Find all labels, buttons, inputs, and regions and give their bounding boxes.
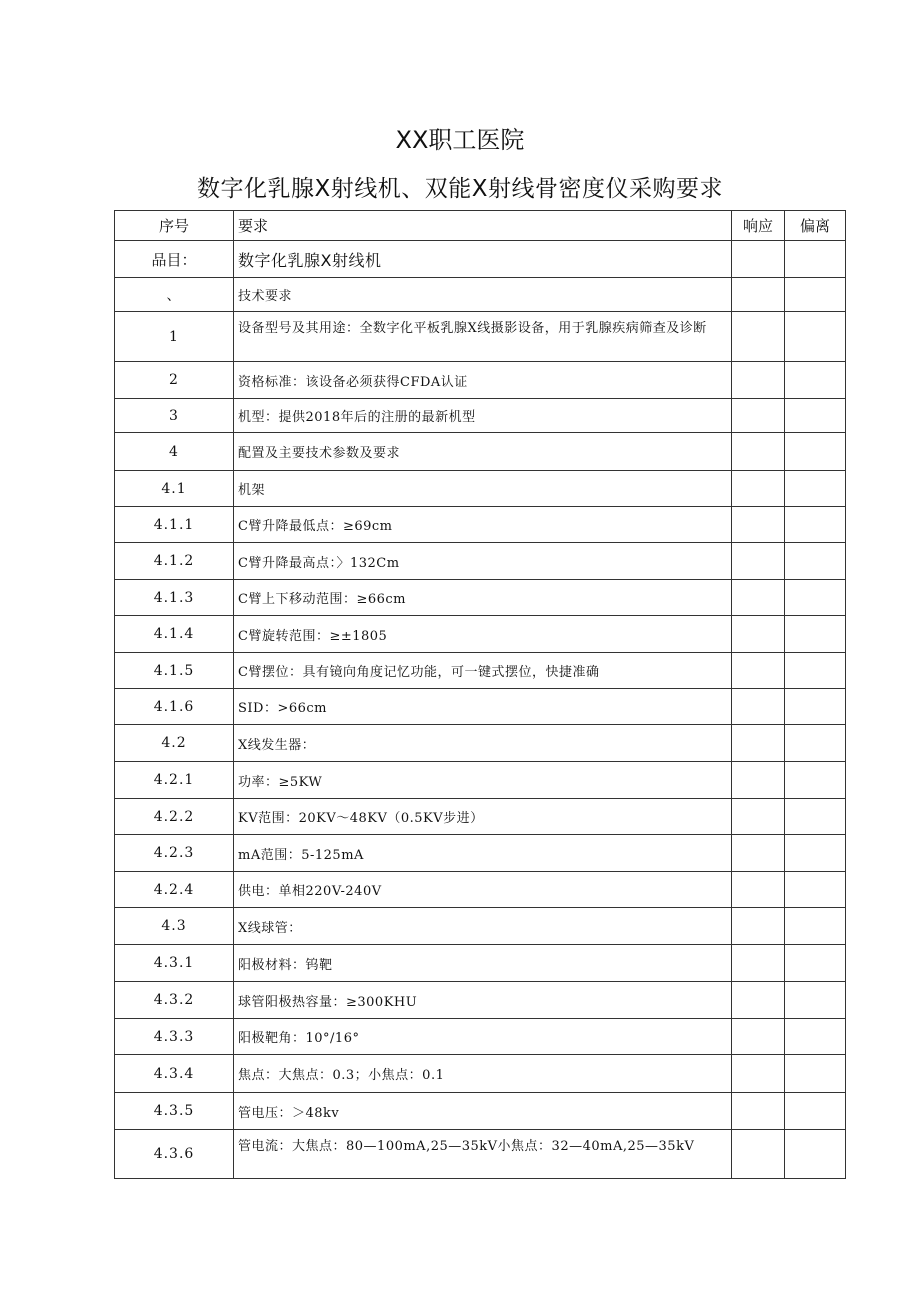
- row-response-cell: [732, 1130, 785, 1179]
- row-response-cell: [732, 433, 785, 471]
- row-number: 4.2.4: [115, 872, 234, 908]
- row-deviation-cell: [785, 433, 846, 471]
- row-requirement: 供电：单相220V-240V: [234, 872, 732, 908]
- row-requirement: mA范围：5-125mA: [234, 835, 732, 872]
- row-number: 4.3.1: [115, 945, 234, 982]
- row-requirement: 配置及主要技术参数及要求: [234, 433, 732, 471]
- row-number: 4: [115, 433, 234, 471]
- row-response-cell: [732, 689, 785, 725]
- row-deviation-cell: [785, 241, 846, 278]
- row-deviation-cell: [785, 762, 846, 799]
- row-number: 4.3.6: [115, 1130, 234, 1179]
- document-title: 数字化乳腺X射线机、双能X射线骨密度仪采购要求: [196, 176, 723, 202]
- row-deviation-cell: [785, 725, 846, 762]
- table-row: [115, 543, 846, 580]
- row-response-cell: [732, 471, 785, 507]
- row-response-cell: [732, 580, 785, 616]
- row-number: 4.1.3: [115, 580, 234, 616]
- table-row: [115, 872, 846, 908]
- table-row: [115, 507, 846, 543]
- row-response-cell: [732, 945, 785, 982]
- table-row: [115, 835, 846, 872]
- row-requirement: KV范围：20KV～48KV（0.5KV步进）: [234, 799, 732, 835]
- row-response-cell: [732, 1093, 785, 1130]
- table-row: [115, 278, 846, 312]
- row-number: 4.3.2: [115, 982, 234, 1019]
- row-requirement: C臂升降最低点：≥69cm: [234, 507, 732, 543]
- table-row: [115, 580, 846, 616]
- row-response-cell: [732, 362, 785, 399]
- row-deviation-cell: [785, 399, 846, 433]
- row-deviation-cell: [785, 1019, 846, 1055]
- table-row: [115, 689, 846, 725]
- table-row: [115, 725, 846, 762]
- table-row: [115, 312, 846, 362]
- table-row: [115, 241, 846, 278]
- row-response-cell: [732, 241, 785, 278]
- row-number: 4.1: [115, 471, 234, 507]
- row-requirement: 球管阳极热容量：≥300KHU: [234, 982, 732, 1019]
- row-number: 4.3.5: [115, 1093, 234, 1130]
- row-number: 4.1.6: [115, 689, 234, 725]
- row-number: 4.2.3: [115, 835, 234, 872]
- row-number: 4.2.2: [115, 799, 234, 835]
- row-requirement: 数字化乳腺X射线机: [234, 241, 732, 278]
- table-row: [115, 399, 846, 433]
- row-number: 4.2: [115, 725, 234, 762]
- hospital-title: XX职工医院: [395, 126, 525, 154]
- row-deviation-cell: [785, 1093, 846, 1130]
- row-number: 品目：: [115, 241, 234, 278]
- table-row: [115, 362, 846, 399]
- header-deviation: 偏离: [785, 211, 846, 241]
- table-row: [115, 1055, 846, 1093]
- row-requirement: 机架: [234, 471, 732, 507]
- row-number: 4.3.4: [115, 1055, 234, 1093]
- row-number: 3: [115, 399, 234, 433]
- row-requirement: C臂旋转范围：≥±1805: [234, 616, 732, 653]
- table-row: [115, 945, 846, 982]
- table-row: [115, 799, 846, 835]
- row-response-cell: [732, 616, 785, 653]
- row-number: 4.3: [115, 908, 234, 945]
- row-deviation-cell: [785, 1055, 846, 1093]
- row-deviation-cell: [785, 835, 846, 872]
- row-deviation-cell: [785, 689, 846, 725]
- row-requirement: 管电压：＞48kv: [234, 1093, 732, 1130]
- table-row: [115, 471, 846, 507]
- row-requirement: C臂摆位：具有镜向角度记忆功能，可一键式摆位，快捷准确: [234, 653, 732, 689]
- table-header-row: [115, 211, 846, 241]
- requirements-table: [114, 210, 846, 1179]
- row-requirement: C臂上下移动范围：≥66cm: [234, 580, 732, 616]
- row-deviation-cell: [785, 543, 846, 580]
- row-number: 4.1.5: [115, 653, 234, 689]
- row-deviation-cell: [785, 982, 846, 1019]
- row-number: 、: [115, 278, 234, 312]
- row-requirement: X线发生器：: [234, 725, 732, 762]
- row-deviation-cell: [785, 799, 846, 835]
- row-number: 4.1.4: [115, 616, 234, 653]
- row-response-cell: [732, 982, 785, 1019]
- row-deviation-cell: [785, 507, 846, 543]
- row-requirement: 设备型号及其用途：全数字化平板乳腺X线摄影设备，用于乳腺疾病筛查及诊断: [234, 312, 732, 362]
- row-deviation-cell: [785, 471, 846, 507]
- row-requirement: 技术要求: [234, 278, 732, 312]
- table-row: [115, 1019, 846, 1055]
- row-response-cell: [732, 872, 785, 908]
- table-row: [115, 1130, 846, 1179]
- row-response-cell: [732, 543, 785, 580]
- row-requirement: X线球管：: [234, 908, 732, 945]
- row-requirement: 功率：≥5KW: [234, 762, 732, 799]
- row-response-cell: [732, 653, 785, 689]
- table-row: [115, 982, 846, 1019]
- row-response-cell: [732, 908, 785, 945]
- row-deviation-cell: [785, 945, 846, 982]
- row-deviation-cell: [785, 580, 846, 616]
- table-row: [115, 616, 846, 653]
- row-response-cell: [732, 312, 785, 362]
- row-requirement: 阳极材料：钨靶: [234, 945, 732, 982]
- row-response-cell: [732, 1019, 785, 1055]
- header-requirement: 要求: [234, 211, 732, 241]
- header-no: 序号: [115, 211, 234, 241]
- row-response-cell: [732, 507, 785, 543]
- row-number: 4.1.2: [115, 543, 234, 580]
- header-response: 响应: [732, 211, 785, 241]
- row-requirement: SID：>66cm: [234, 689, 732, 725]
- row-response-cell: [732, 278, 785, 312]
- row-deviation-cell: [785, 1130, 846, 1179]
- row-response-cell: [732, 835, 785, 872]
- row-requirement: 焦点：大焦点：0.3；小焦点：0.1: [234, 1055, 732, 1093]
- row-number: 4.2.1: [115, 762, 234, 799]
- table-row: [115, 762, 846, 799]
- table-row: [115, 908, 846, 945]
- row-deviation-cell: [785, 616, 846, 653]
- table-row: [115, 433, 846, 471]
- row-number: 4.3.3: [115, 1019, 234, 1055]
- row-deviation-cell: [785, 312, 846, 362]
- row-requirement: 阳极靶角：10°/16°: [234, 1019, 732, 1055]
- row-number: 4.1.1: [115, 507, 234, 543]
- table-row: [115, 653, 846, 689]
- row-response-cell: [732, 1055, 785, 1093]
- row-deviation-cell: [785, 653, 846, 689]
- row-number: 2: [115, 362, 234, 399]
- row-response-cell: [732, 799, 785, 835]
- table-row: [115, 1093, 846, 1130]
- row-response-cell: [732, 725, 785, 762]
- row-response-cell: [732, 762, 785, 799]
- row-number: 1: [115, 312, 234, 362]
- row-requirement: 管电流：大焦点：80—100mA,25—35kV小焦点：32—40mA,25—35kV: [234, 1130, 732, 1179]
- row-requirement: 资格标准：该设备必须获得CFDA认证: [234, 362, 732, 399]
- row-response-cell: [732, 399, 785, 433]
- row-deviation-cell: [785, 278, 846, 312]
- row-requirement: C臂升降最高点：〉132Cm: [234, 543, 732, 580]
- row-deviation-cell: [785, 908, 846, 945]
- row-deviation-cell: [785, 872, 846, 908]
- row-requirement: 机型：提供2018年后的注册的最新机型: [234, 399, 732, 433]
- row-deviation-cell: [785, 362, 846, 399]
